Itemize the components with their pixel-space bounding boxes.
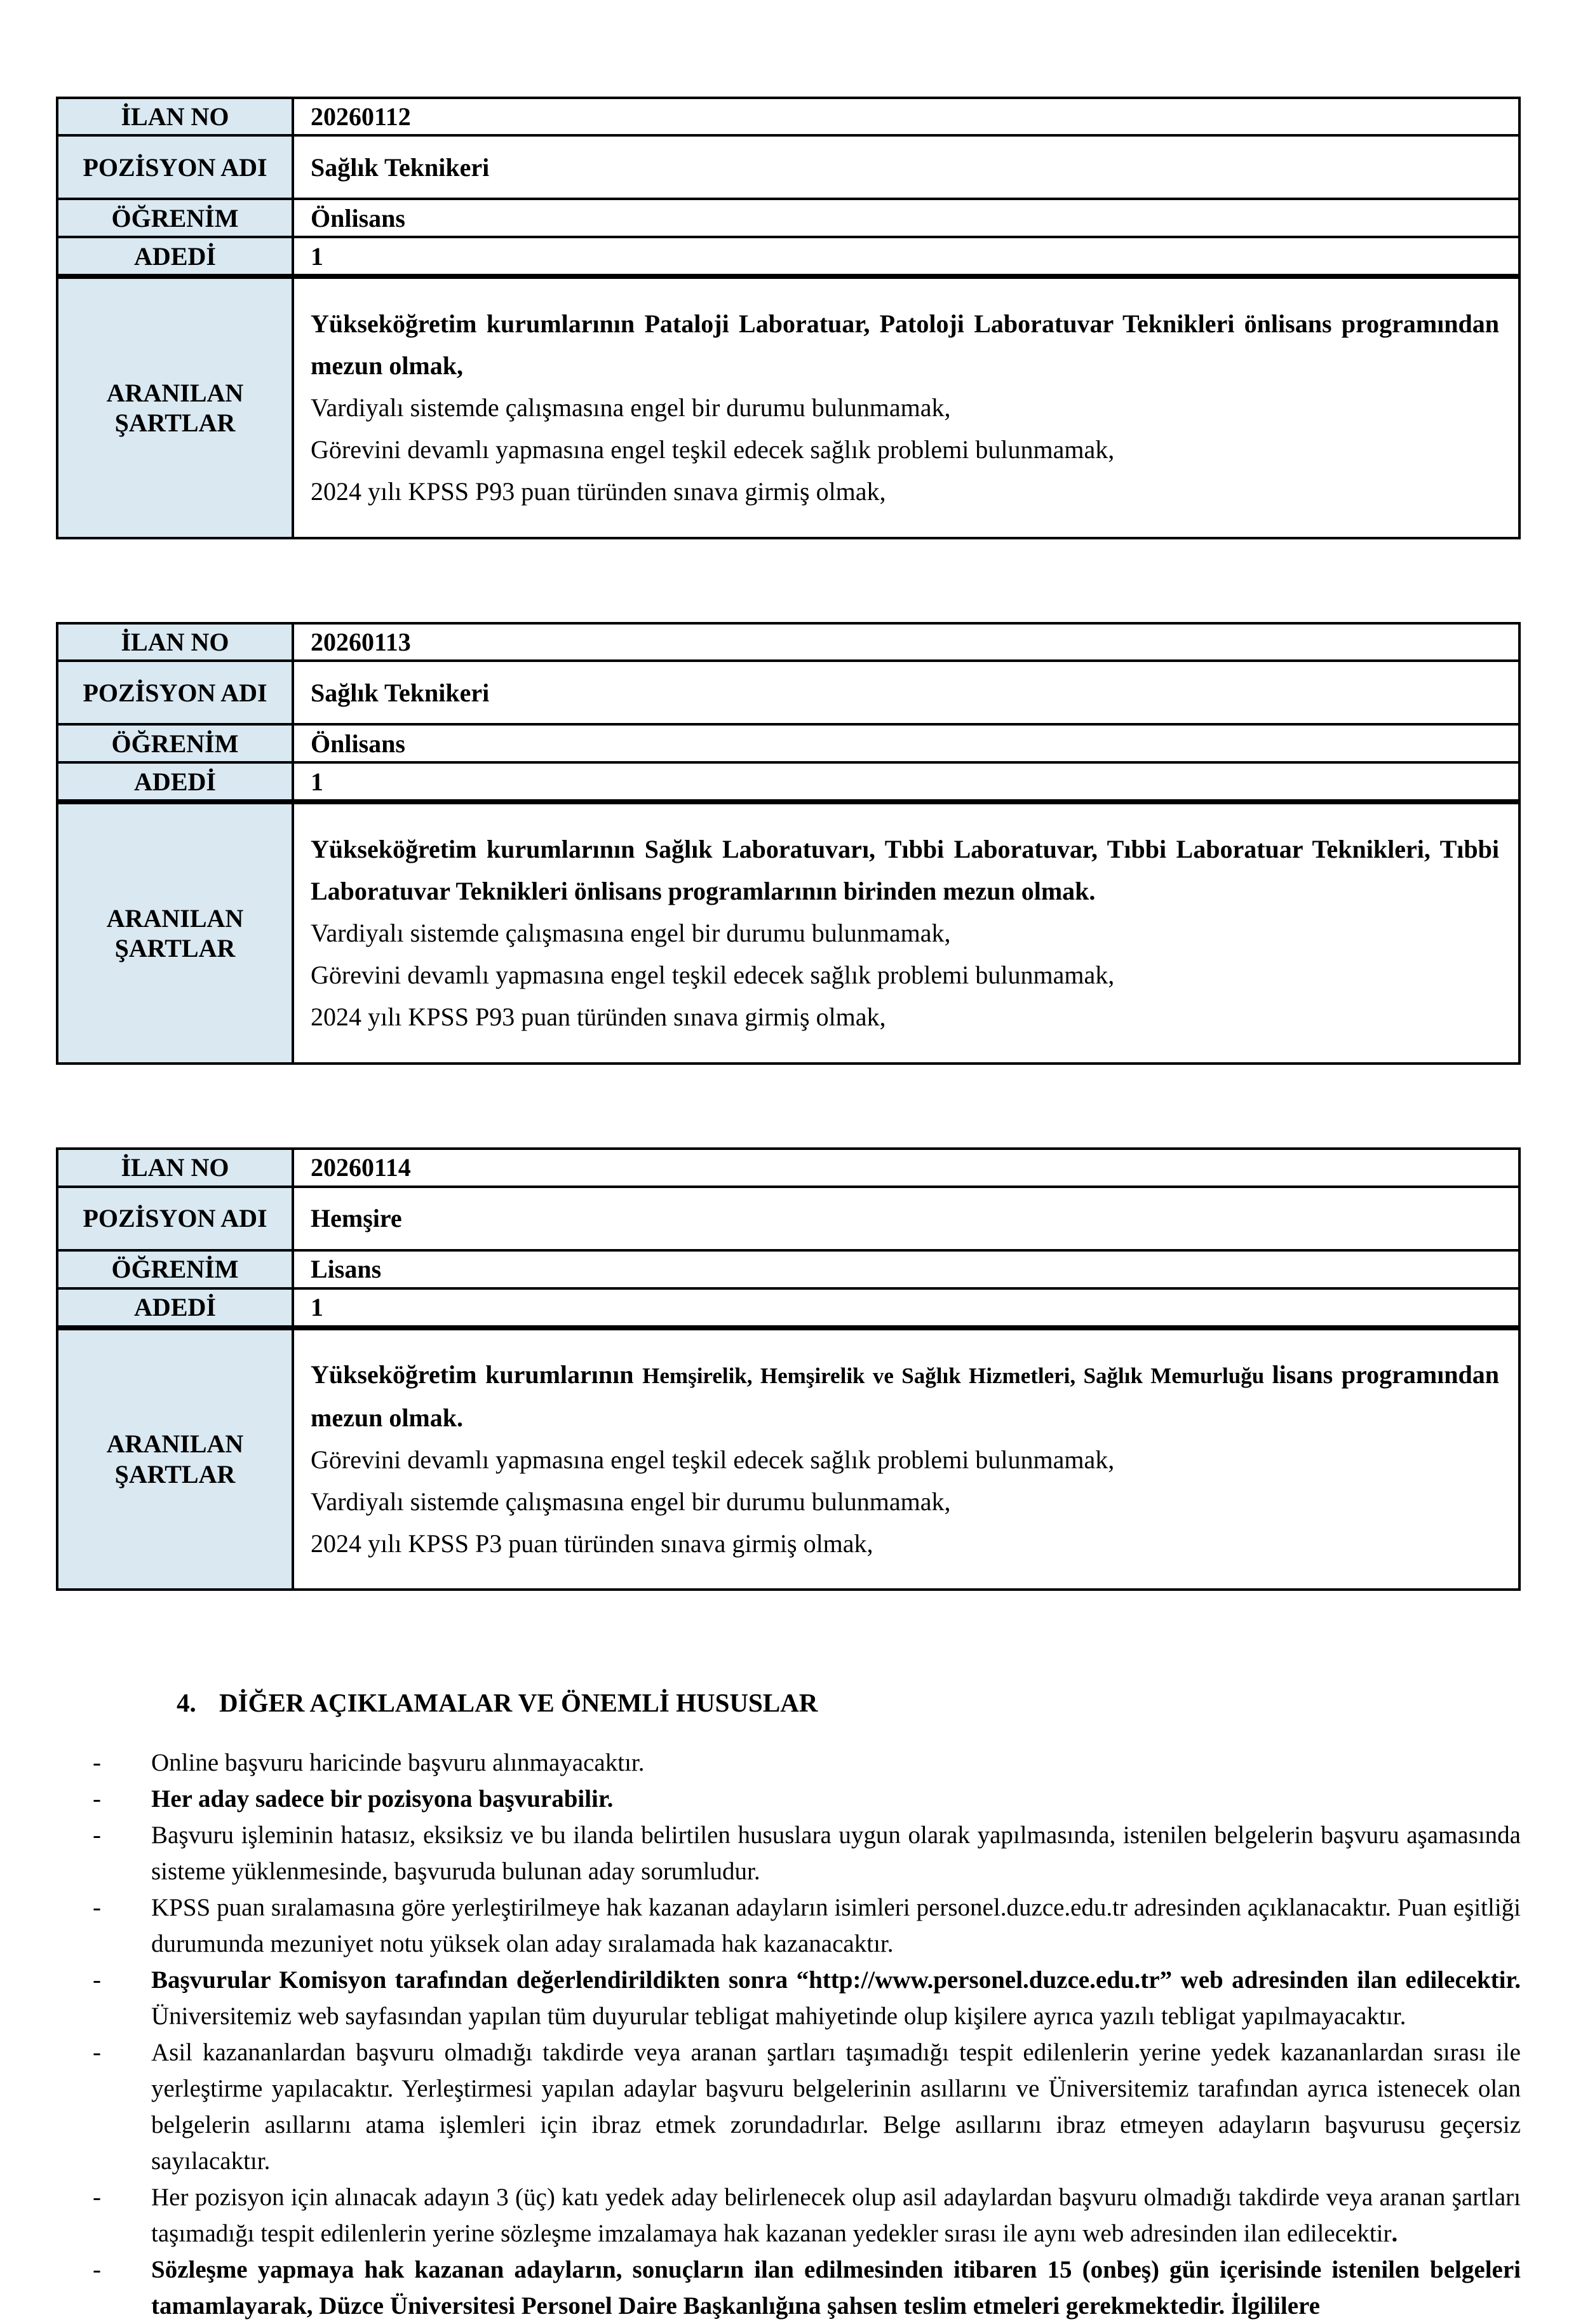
- table-row: [57, 98, 1519, 135]
- ilan-no-label: İLAN NO: [57, 1149, 293, 1186]
- pozisyon-adi-label: POZİSYON ADI: [57, 661, 293, 724]
- note-item: [56, 1781, 1521, 1817]
- note-item: [56, 2252, 1521, 2324]
- text-run: Vardiyalı sistemde çalışmasına engel bir durumu bulunmamak,: [311, 1487, 951, 1516]
- aranilan-sartlar-value: [293, 1328, 1519, 1590]
- requirement-line: [311, 828, 1499, 912]
- note-item: [56, 1889, 1521, 1962]
- text-run: Online başvuru haricinde başvuru alınmayacaktır.: [151, 1748, 645, 1776]
- ilan-table-20260113: [56, 622, 1521, 1065]
- text-run: Başvuru işleminin hatasız, eksiksiz ve bu ilanda belirtilen hususlara uygun olarak yapılmasında, istenilen belgelerin başvuru aşamasında sisteme yüklenmesinde, başvuruda bulunan aday sorumludur.: [151, 1821, 1521, 1885]
- table-row: [57, 199, 1519, 237]
- text-run: .: [1391, 2219, 1398, 2247]
- ilan-table-20260114: [56, 1147, 1521, 1590]
- aranilan-sartlar-label: ARANILAN ŞARTLAR: [57, 276, 293, 538]
- dash-bullet: -: [93, 1966, 101, 1994]
- text-run: 2024 yılı KPSS P93 puan türünden sınava girmiş olmak,: [311, 1003, 886, 1032]
- text-run: KPSS puan sıralamasına göre yerleştirilmeye hak kazanan adayların isimleri personel.duzce.edu.tr adresinden açıklanacaktır. Puan eşitliği durumunda mezuniyet notu yüksek olan aday sıralamada hak kazanacaktır.: [151, 1893, 1521, 1957]
- ilan-no-value: 20260113: [293, 623, 1519, 661]
- table-row: [57, 1288, 1519, 1328]
- text-run: Sözleşme yapmaya hak kazanan adayların, sonuçların ilan edilmesinden itibaren 15 (onbeş) gün içerisinde istenilen belgeleri tamamlayarak, Düzce Üniversitesi Personel Daire Başkanlığına şahsen teslim etmeleri gerekmektedir. İlgililere: [151, 2255, 1521, 2320]
- adedi-value: 1: [293, 1288, 1519, 1328]
- ilan-table-20260112: [56, 97, 1521, 539]
- requirement-line: [311, 303, 1499, 387]
- requirement-line: [311, 912, 1499, 954]
- note-item: [56, 1962, 1521, 2034]
- requirement-line: [311, 471, 1499, 513]
- table-row: [57, 661, 1519, 724]
- dash-bullet: -: [93, 1893, 101, 1921]
- note-item: [56, 1745, 1521, 1781]
- table-row: [57, 135, 1519, 199]
- adedi-label: ADEDİ: [57, 1288, 293, 1328]
- note-item: [56, 1817, 1521, 1889]
- ogrenim-label: ÖĞRENİM: [57, 724, 293, 762]
- notes-list: [56, 1745, 1521, 2324]
- announcement-document: [56, 0, 1521, 2324]
- ogrenim-value: Önlisans: [293, 724, 1519, 762]
- requirement-line: [311, 429, 1499, 471]
- aranilan-sartlar-label: ARANILAN ŞARTLAR: [57, 802, 293, 1064]
- note-item: [56, 2034, 1521, 2179]
- text-run: Yükseköğretim kurumlarının: [311, 1360, 643, 1389]
- table-row: [57, 1250, 1519, 1288]
- ogrenim-value: Önlisans: [293, 199, 1519, 237]
- text-run: 2024 yılı KPSS P3 puan türünden sınava girmiş olmak,: [311, 1529, 873, 1558]
- table-row: [57, 762, 1519, 802]
- notes-heading: [56, 1686, 1521, 1719]
- table-row: [57, 237, 1519, 276]
- requirement-line: [311, 387, 1499, 429]
- table-row: [57, 1149, 1519, 1186]
- text-run: Her pozisyon için alınacak adayın 3 (üç) katı yedek aday belirlenecek olup asil adaylardan başvuru olmadığı takdirde veya aranan şartları taşımadığı tespit edilenlerin yerine sözleşme imzalamaya hak kazanan yedekler sırası ile aynı web adresinden ilan edilecektir: [151, 2183, 1521, 2247]
- text-run: Başvurular Komisyon tarafından değerlendirildikten sonra “http://www.personel.duzce.edu.tr” web adresinden ilan edilecektir.: [151, 1966, 1521, 1994]
- requirement-line: [311, 1354, 1499, 1439]
- ilan-no-value: 20260112: [293, 98, 1519, 135]
- dash-bullet: -: [93, 1785, 101, 1813]
- text-run: Vardiyalı sistemde çalışmasına engel bir durumu bulunmamak,: [311, 393, 951, 422]
- table-row: [57, 724, 1519, 762]
- pozisyon-adi-label: POZİSYON ADI: [57, 135, 293, 199]
- aranilan-sartlar-value: [293, 276, 1519, 538]
- ogrenim-value: Lisans: [293, 1250, 1519, 1288]
- pozisyon-adi-value: Hemşire: [293, 1187, 1519, 1250]
- aranilan-sartlar-value: [293, 802, 1519, 1064]
- ilan-no-value: 20260114: [293, 1149, 1519, 1186]
- text-run: Yükseköğretim kurumlarının Pataloji Laboratuar, Patoloji Laboratuvar Teknikleri önlisans programından mezun olmak,: [311, 309, 1499, 381]
- dash-bullet: -: [93, 1748, 101, 1776]
- dash-bullet: -: [93, 2038, 101, 2066]
- text-run: Görevini devamlı yapmasına engel teşkil edecek sağlık problemi bulunmamak,: [311, 961, 1115, 990]
- pozisyon-adi-value: Sağlık Teknikeri: [293, 135, 1519, 199]
- ilan-no-label: İLAN NO: [57, 623, 293, 661]
- table-row: [57, 1328, 1519, 1590]
- text-run: lisans programından mezun olmak.: [311, 1360, 1500, 1432]
- note-item: [56, 2179, 1521, 2252]
- adedi-value: 1: [293, 762, 1519, 802]
- dash-bullet: -: [93, 2183, 101, 2211]
- ogrenim-label: ÖĞRENİM: [57, 1250, 293, 1288]
- adedi-label: ADEDİ: [57, 762, 293, 802]
- text-run: 2024 yılı KPSS P93 puan türünden sınava girmiş olmak,: [311, 477, 886, 506]
- aranilan-sartlar-label: ARANILAN ŞARTLAR: [57, 1328, 293, 1590]
- requirement-line: [311, 1439, 1499, 1481]
- text-run: Üniversitemiz web sayfasından yapılan tüm duyurular tebligat mahiyetinde olup kişilere ayrıca yazılı tebligat yapılmayacaktır.: [151, 2002, 1406, 2030]
- text-run: Görevini devamlı yapmasına engel teşkil edecek sağlık problemi bulunmamak,: [311, 1445, 1115, 1474]
- text-run: Asil kazananlardan başvuru olmadığı takdirde veya aranan şartları taşımadığı tespit edilenlerin yerine yedek kazananlardan sırası ile yerleştirme yapılacaktır. Yerleştirmesi yapılan adaylar başvuru belgelerinin asıllarını ve Üniversitemiz tarafından ayrıca istenecek olan belgelerin asıllarını atama işlemleri için ibraz etmek zorundadırlar. Belge asıllarını ibraz etmeyen adayların başvurusu geçersiz sayılacaktır.: [151, 2038, 1521, 2175]
- table-row: [57, 1187, 1519, 1250]
- text-run: Hemşirelik, Hemşirelik ve Sağlık Hizmetleri, Sağlık Memurluğu: [642, 1363, 1272, 1388]
- ilan-no-label: İLAN NO: [57, 98, 293, 135]
- top-margin: [56, 0, 1521, 97]
- dash-bullet: -: [93, 1821, 101, 1849]
- requirement-line: [311, 1481, 1499, 1523]
- text-run: Vardiyalı sistemde çalışmasına engel bir durumu bulunmamak,: [311, 919, 951, 948]
- requirement-line: [311, 954, 1499, 996]
- ogrenim-label: ÖĞRENİM: [57, 199, 293, 237]
- dash-bullet: -: [93, 2255, 101, 2283]
- table-row: [57, 276, 1519, 538]
- requirement-line: [311, 996, 1499, 1038]
- pozisyon-adi-value: Sağlık Teknikeri: [293, 661, 1519, 724]
- table-row: [57, 802, 1519, 1064]
- adedi-label: ADEDİ: [57, 237, 293, 276]
- requirement-line: [311, 1523, 1499, 1565]
- text-run: Görevini devamlı yapmasına engel teşkil edecek sağlık problemi bulunmamak,: [311, 435, 1115, 464]
- notes-heading-title: DİĞER AÇIKLAMALAR VE ÖNEMLİ HUSUSLAR: [219, 1687, 818, 1717]
- notes-heading-number: 4.: [177, 1687, 196, 1717]
- text-run: Yükseköğretim kurumlarının Sağlık Laboratuvarı, Tıbbi Laboratuvar, Tıbbi Laboratuar Teknikleri, Tıbbi Laboratuvar Teknikleri önlisans programlarının birinden mezun olmak.: [311, 835, 1499, 906]
- table-row: [57, 623, 1519, 661]
- adedi-value: 1: [293, 237, 1519, 276]
- tables-container: [56, 97, 1521, 1591]
- pozisyon-adi-label: POZİSYON ADI: [57, 1187, 293, 1250]
- text-run: Her aday sadece bir pozisyona başvurabilir.: [151, 1785, 614, 1813]
